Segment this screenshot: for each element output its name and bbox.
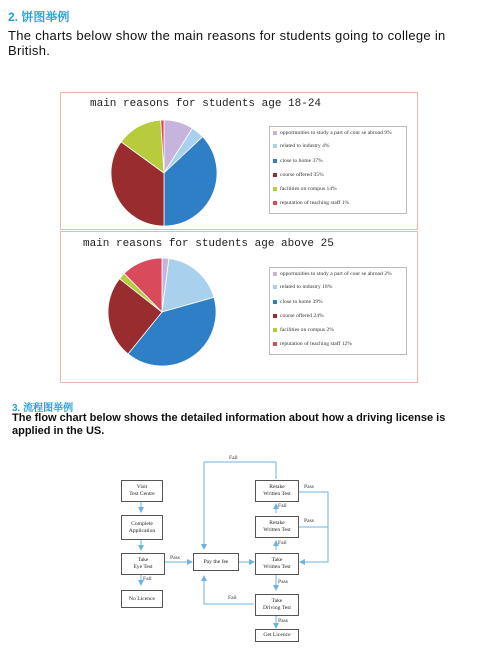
flow-no-licence: [121, 590, 163, 608]
legend-label: course offered 35%: [280, 172, 324, 178]
legend-swatch: [273, 131, 277, 135]
flow-retake-written-test-1: [255, 480, 299, 502]
legend-label: close to home 37%: [280, 158, 323, 164]
legend-item: [273, 200, 349, 206]
legend-item: [273, 284, 332, 290]
legend-swatch: [273, 144, 277, 148]
flow-complete-application: [121, 515, 163, 540]
legend-swatch: [273, 342, 277, 346]
flow-get-licence: [255, 629, 299, 642]
flow-pay-fee: [193, 553, 239, 571]
legend-label: opportunities to study a part of cour se abroad 2%: [280, 271, 392, 277]
flow-complete-label: Complete Application: [128, 520, 156, 534]
flow-label-fail: Fail: [278, 540, 287, 546]
flow-retake1-label: Retake Written Test: [263, 484, 291, 497]
flow-driving-label: Take Driving Test: [263, 598, 291, 611]
section-2-title: 2. 饼图举例: [8, 10, 70, 24]
legend-swatch: [273, 285, 277, 289]
flow-label-pass: Pass: [304, 518, 314, 524]
legend-label: course offered 24%: [280, 313, 324, 319]
flow-label-pass: Pass: [170, 555, 180, 561]
flow-retake-written-test-2: [255, 516, 299, 538]
legend-item: [273, 143, 330, 149]
legend-swatch: [273, 201, 277, 205]
section-2-intro: The charts below show the main reasons for students going to college in British.: [8, 28, 446, 58]
flow-eye-label: Take Eye Test: [133, 557, 153, 570]
chart-1-legend: [269, 126, 407, 214]
flow-driving-test: [255, 594, 299, 616]
legend-item: [273, 186, 337, 192]
legend-item: [273, 271, 403, 277]
legend-item: [273, 341, 352, 347]
flow-label-pass: Pass: [304, 484, 314, 490]
flow-get-label: Get Licence: [263, 632, 291, 638]
flow-chart: [0, 450, 489, 650]
legend-swatch: [273, 328, 277, 332]
legend-label: close to home 39%: [280, 299, 323, 305]
legend-swatch: [273, 300, 277, 304]
flow-label-fail: Fail: [228, 595, 237, 601]
legend-item: [273, 158, 323, 164]
flow-no-licence-label: No Licence: [129, 595, 155, 602]
chart-1-title: main reasons for students age 18-24: [90, 98, 322, 110]
chart-2-title: main reasons for students age above 25: [83, 238, 334, 250]
flow-arrows: [0, 450, 489, 650]
legend-swatch: [273, 187, 277, 191]
section-3-intro: The flow chart below shows the detailed information about how a driving license is applied in the US.: [12, 412, 446, 437]
legend-label: reputation of teaching staff 1%: [280, 200, 350, 206]
legend-swatch: [273, 159, 277, 163]
legend-item: [273, 130, 403, 136]
flow-label-pass: Pass: [278, 618, 288, 624]
legend-item: [273, 313, 324, 319]
flow-written-test: [255, 553, 299, 575]
legend-swatch: [273, 272, 277, 276]
flow-written-label: Take Written Test: [263, 557, 291, 570]
flow-retake2-label: Retake Written Test: [263, 520, 291, 533]
legend-label: facilities on compus 2%: [280, 327, 334, 333]
flow-label-fail: Fail: [229, 455, 238, 461]
legend-item: [273, 327, 334, 333]
legend-swatch: [273, 314, 277, 318]
flow-label-fail: Fail: [143, 576, 152, 582]
legend-item: [273, 172, 324, 178]
flow-visit-test-centre: [121, 480, 163, 502]
legend-label: reputation of teaching staff 12%: [280, 341, 352, 347]
flow-label-fail: Fail: [278, 503, 287, 509]
section-3-title: 3. 流程图举例: [12, 403, 74, 414]
flow-visit-label: Visit Test Centre: [129, 484, 155, 497]
flow-eye-test: [121, 553, 165, 575]
legend-label: opportunities to study a part of cour se abroad 9%: [280, 130, 392, 136]
legend-label: facilities on compus 14%: [280, 186, 337, 192]
legend-item: [273, 299, 323, 305]
flow-label-pass: Pass: [278, 579, 288, 585]
legend-swatch: [273, 173, 277, 177]
chart-2-legend: [269, 267, 407, 355]
legend-label: related to industry 4%: [280, 143, 330, 149]
chart-2-frame: [60, 231, 418, 383]
flow-pay-label: Pay the fee: [203, 558, 229, 565]
legend-label: related to industry 18%: [280, 284, 333, 290]
chart-1-frame: [60, 92, 418, 230]
